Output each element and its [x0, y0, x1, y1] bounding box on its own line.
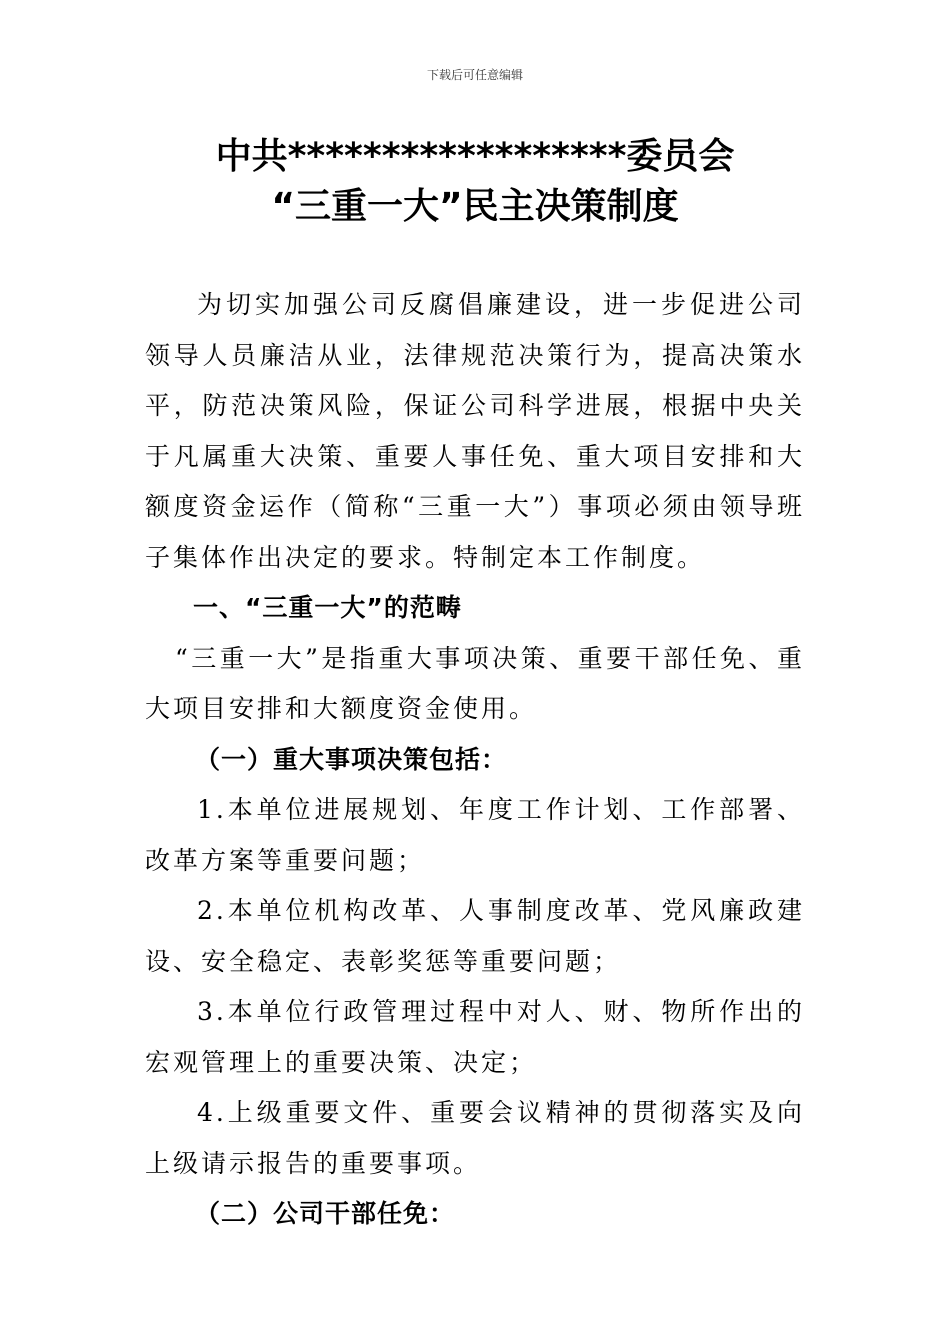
list-item: 4.上级重要文件、重要会议精神的贯彻落实及向上级请示报告的重要事项。	[145, 1098, 805, 1178]
list-item: 3.本单位行政管理过程中对人、财、物所作出的宏观管理上的重要决策、决定；	[145, 997, 805, 1077]
list-item: 2.本单位机构改革、人事制度改革、党风廉政建设、安全稳定、表彰奖惩等重要问题；	[145, 896, 805, 976]
subsection-heading-cadre-appointments: （二）公司干部任免：	[195, 1199, 456, 1228]
header-note: 下载后可任意编辑	[426, 68, 523, 82]
document-title-line-2: “三重一大”民主决策制度	[271, 186, 679, 227]
section-scope-text: “三重一大”是指重大事项决策、重要干部任免、重大项目安排和大额度资金使用。	[145, 643, 805, 723]
subsection-heading-major-decisions: （一）重大事项决策包括：	[195, 744, 508, 774]
document-body	[145, 280, 805, 1240]
list-item: 1.本单位进展规划、年度工作计划、工作部署、改革方案等重要问题；	[145, 795, 805, 875]
document-title-line-1: 中共******************委员会	[215, 136, 735, 177]
intro-paragraph: 为切实加强公司反腐倡廉建设，进一步促进公司领导人员廉洁从业，法律规范决策行为，提高决策水平，防范决策风险，保证公司科学进展，根据中央关于凡属重大决策、重要人事任免、重大项目安排和大额度资金运作（简称“三重一大”）事项必须由领导班子集体作出决定的要求。特制定本工作制度。	[145, 290, 805, 572]
section-heading-scope: 一、“三重一大”的范畴	[193, 593, 462, 622]
